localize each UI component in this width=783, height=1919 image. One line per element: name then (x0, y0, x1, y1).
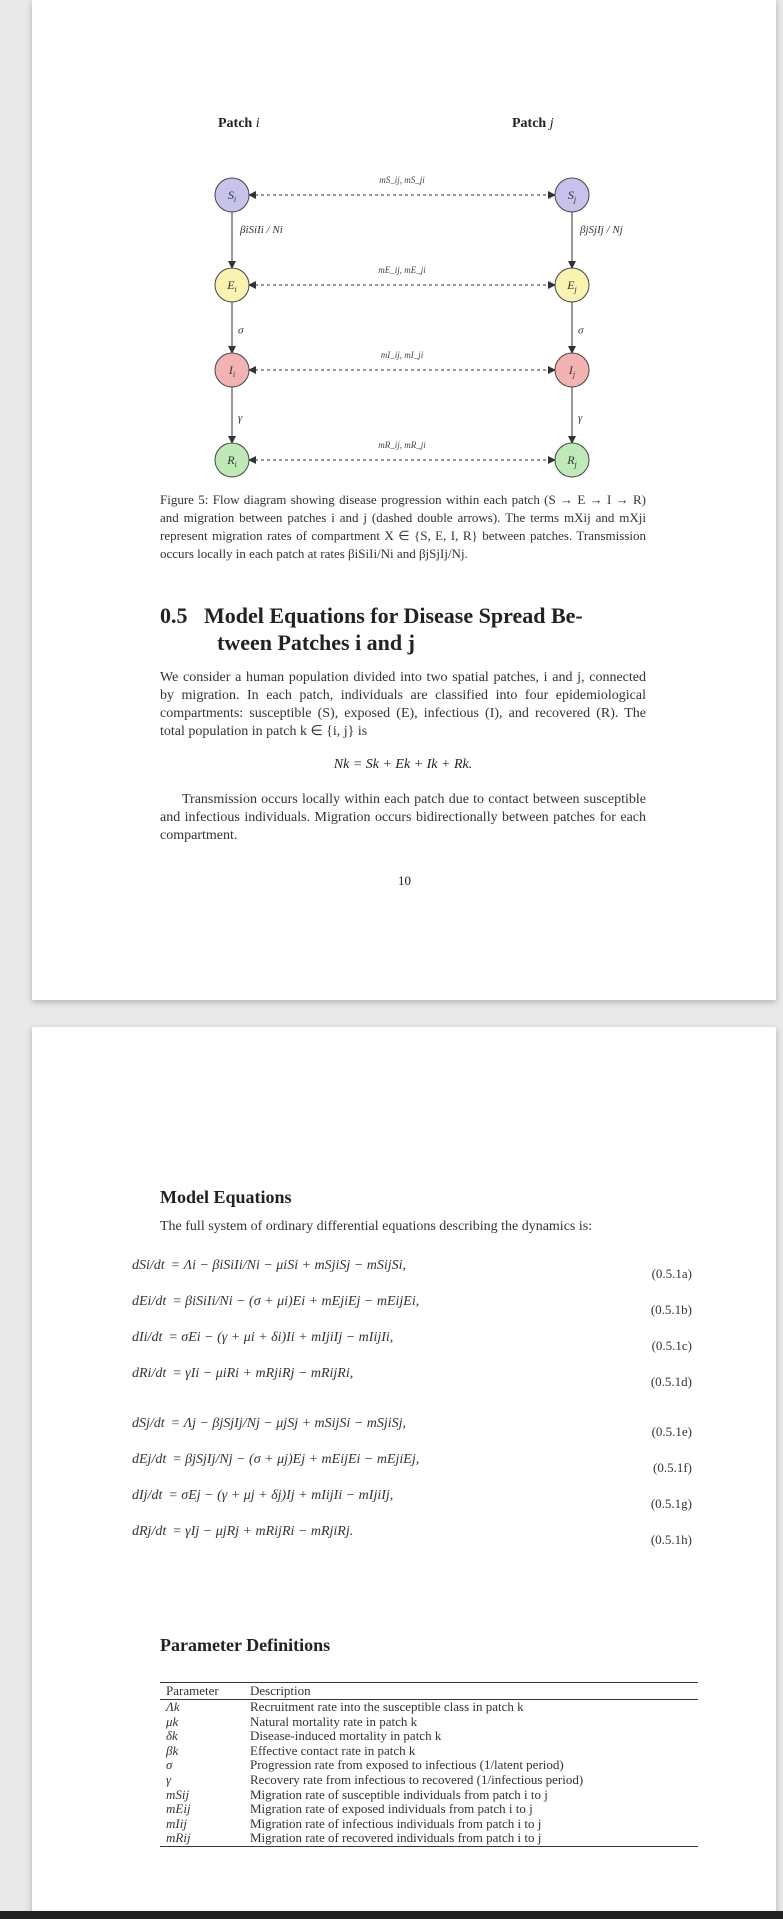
table-row (160, 1758, 698, 1773)
equation-row (132, 1518, 692, 1558)
node-s-i-label: $S_i$ (227, 188, 237, 204)
migration-rate-label: mS_ij, mS_ji (379, 175, 425, 185)
transmission-rate-i: βiSiIi / Ni (240, 224, 283, 236)
equation-row (132, 1410, 692, 1450)
equation-row (132, 1288, 692, 1328)
parameter-description: Migration rate of infectious individuals from patch i to j (250, 1815, 542, 1831)
equation-number: (0.5.1d) (650, 1374, 692, 1389)
transmission-rate-j: βjSjIj / Nj (580, 224, 623, 236)
equation-number: (0.5.1f) (653, 1460, 692, 1475)
parameter-description: Effective contact rate in patch k (250, 1742, 416, 1758)
equation-rhs: = βjSjIj/Nj − (σ + μj)Ej + mEijEi − mEjiEj, (172, 1452, 420, 1467)
equation-rhs: = σEj − (γ + μj + δj)Ij + mIijIi − mIjiIj, (168, 1488, 394, 1503)
table-row (160, 1744, 698, 1759)
parameter-description: Migration rate of susceptible individuals from patch i to j (250, 1786, 548, 1802)
equation-lhs: dEj/dt (132, 1452, 167, 1467)
parameter-symbol: mSij (166, 1786, 190, 1802)
equation-number: (0.5.1a) (651, 1266, 692, 1281)
equation-rhs: = γIj − μjRj + mRijRi − mRjiRj. (172, 1524, 354, 1539)
intro-paragraph: We consider a human population divided into two spatial patches, i and j, connected by migration. In each patch, individuals are classified into four epidemiological compartments: susceptible (S), exposed (E), infectious (I), and recovered (R). The total population in patch k ∈ {i, j} is (160, 670, 646, 739)
equation-number: (0.5.1e) (651, 1424, 692, 1439)
parameter-symbol: mRij (160, 1831, 244, 1846)
figure-caption: Figure 5: Flow diagram showing disease progression within each patch (S → E → I → R) and migration between patches i and j (dashed double arrows). The terms mXij and mXji represent migration rates of compartment X ∈ {S, E, I, R} between patches. Transmission occurs locally in each patch at rates βiSiIi/Ni and βjSjIj/Nj. (160, 492, 646, 561)
equation-row (132, 1324, 692, 1364)
equation-lhs: dRj/dt (132, 1524, 167, 1539)
equation-rhs: = Λj − βjSjIj/Nj − μjSj + mSijSi − mSjiSj, (170, 1416, 407, 1431)
equation-lhs: dIi/dt (132, 1330, 163, 1345)
table-row (160, 1802, 698, 1817)
document-page-10 (32, 0, 776, 1000)
node-i-j-label: $I_j$ (568, 363, 576, 379)
parameter-description: Migration rate of recovered individuals from patch i to j (244, 1831, 698, 1846)
patch-j-label: Patch j (512, 116, 554, 131)
population-equation: Nk = Sk + Ek + Ik + Rk. (333, 757, 473, 772)
equation-number: (0.5.1g) (650, 1496, 692, 1511)
node-e-j-label: $E_j$ (567, 278, 577, 294)
parameter-symbol: mEij (166, 1801, 191, 1817)
parameter-symbol: δk (166, 1728, 178, 1744)
equation-rhs: = γIi − μiRi + mRjiRj − mRijRi, (172, 1366, 354, 1381)
table-row (160, 1788, 698, 1803)
parameter-symbol: σ (166, 1757, 173, 1773)
equation-number: (0.5.1c) (651, 1338, 692, 1353)
parameter-symbol: γ (166, 1771, 172, 1787)
equation-number: (0.5.1b) (650, 1302, 692, 1317)
section-heading: 0.5 Model Equations for Disease Spread Be- tween Patches i and j (160, 603, 583, 655)
parameter-symbol: mIij (166, 1815, 187, 1831)
sigma-label-j: σ (578, 324, 584, 337)
equation-row (132, 1252, 692, 1292)
ode-system (32, 1252, 776, 1652)
table-header-parameter: Parameter (160, 1683, 244, 1700)
parameter-description: Disease-induced mortality in patch k (250, 1728, 442, 1744)
parameter-symbol: μk (166, 1713, 179, 1729)
table-row (160, 1700, 698, 1715)
table-header-row (160, 1683, 698, 1700)
equation-row (132, 1482, 692, 1522)
equation-row (132, 1360, 692, 1400)
table-row (160, 1831, 698, 1846)
parameter-description: Progression rate from exposed to infectious (1/latent period) (250, 1757, 564, 1773)
table-row (160, 1729, 698, 1744)
table-row (160, 1817, 698, 1832)
equation-rhs: = σEi − (γ + μi + δi)Ii + mIjiIj − mIijIi, (168, 1330, 394, 1345)
equation-lhs: dSj/dt (132, 1416, 165, 1431)
parameter-symbol: Λk (166, 1699, 180, 1714)
equation-lhs: dEi/dt (132, 1294, 167, 1309)
equation-rhs: = βiSiIi/Ni − (σ + μi)Ei + mEjiEj − mEijEi, (172, 1294, 420, 1309)
equation-number: (0.5.1h) (650, 1532, 692, 1547)
model-equations-heading: Model Equations (160, 1187, 292, 1207)
parameter-table (160, 1682, 698, 1847)
equation-rhs: = Λi − βiSiIi/Ni − μiSi + mSjiSj − mSijSi, (170, 1258, 407, 1273)
table-row (160, 1773, 698, 1788)
node-r-i-label: $R_i$ (227, 453, 237, 469)
transmission-paragraph: Transmission occurs locally within each patch due to contact between susceptible and infectious individuals. Migration occurs bidirectionally between patches for each compartment. (160, 792, 646, 843)
migration-rate-label: mR_ij, mR_ji (378, 440, 426, 450)
node-s-j-label: $S_j$ (567, 188, 577, 204)
parameter-description: Recruitment rate into the susceptible class in patch k (250, 1699, 524, 1714)
parameter-symbol: βk (166, 1742, 179, 1758)
sigma-label-i: σ (238, 324, 244, 337)
model-intro: The full system of ordinary differential equations describing the dynamics is: (160, 1219, 593, 1234)
equation-lhs: dIj/dt (132, 1488, 163, 1503)
node-e-i-label: $E_i$ (227, 278, 237, 294)
node-i-i-label: $I_i$ (228, 363, 236, 379)
page-number: 10 (398, 873, 411, 888)
migration-rate-label: mI_ij, mI_ji (380, 350, 424, 360)
document-page-11 (32, 1027, 776, 1919)
gamma-label-i: γ (238, 412, 243, 424)
patch-i-label: Patch i (218, 116, 260, 131)
migration-rate-label: mE_ij, mE_ji (378, 265, 426, 275)
node-r-j-label: $R_j$ (567, 453, 577, 469)
gamma-label-j: γ (578, 412, 583, 424)
table-row (160, 1715, 698, 1730)
flow-diagram (172, 170, 642, 490)
parameter-definitions-heading: Parameter Definitions (160, 1635, 331, 1655)
equation-lhs: dSi/dt (132, 1258, 165, 1273)
parameter-description: Migration rate of exposed individuals from patch i to j (250, 1801, 533, 1817)
parameter-description: Natural mortality rate in patch k (250, 1713, 418, 1729)
parameter-description: Recovery rate from infectious to recovered (1/infectious period) (250, 1771, 584, 1787)
bottom-bar (0, 1911, 783, 1919)
equation-lhs: dRi/dt (132, 1366, 167, 1381)
equation-row (132, 1446, 692, 1486)
table-header-description: Description (244, 1683, 698, 1700)
